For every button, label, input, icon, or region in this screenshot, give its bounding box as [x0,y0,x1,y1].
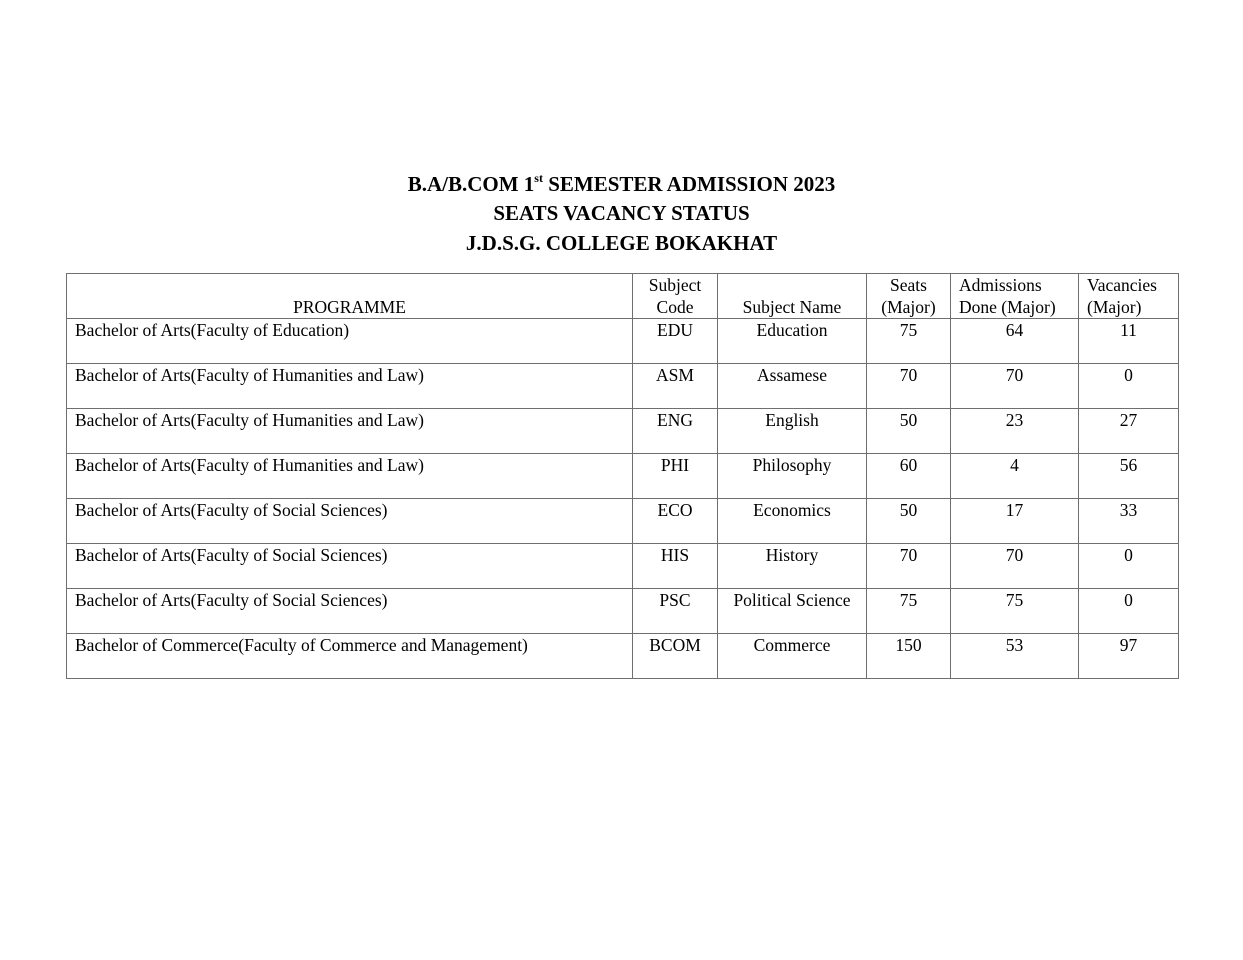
header-admissions-line2: Done (Major) [959,297,1056,317]
vacancies-cell: 11 [1079,319,1179,364]
programme-cell: Bachelor of Arts(Faculty of Humanities and Law) [67,364,633,409]
subject-code-cell: ASM [633,364,718,409]
vacancies-cell: 27 [1079,409,1179,454]
subject-code-cell: BCOM [633,634,718,679]
header-admissions-line1: Admissions [959,275,1042,295]
seat-vacancy-table [66,273,1179,679]
college-name: J.D.S.G. COLLEGE BOKAKHAT [465,231,778,255]
subject-code-cell: PHI [633,454,718,499]
subject-name-cell: History [718,544,867,589]
header-seats-line1: Seats [890,275,927,295]
table-row [67,499,1179,544]
document-title [0,172,1243,196]
header-subject-code [633,274,718,319]
table-row [67,544,1179,589]
vacancies-cell: 56 [1079,454,1179,499]
table-row [67,634,1179,679]
subject-name-cell: English [718,409,867,454]
title-text-start: B.A/B.COM 1 [407,172,535,196]
programme-cell: Bachelor of Arts(Faculty of Education) [67,319,633,364]
programme-cell: Bachelor of Arts(Faculty of Humanities and Law) [67,409,633,454]
admissions-cell: 70 [951,364,1079,409]
vacancies-cell: 0 [1079,589,1179,634]
header-seats-line2: (Major) [881,297,936,317]
header-admissions [951,274,1079,319]
subject-name-cell: Assamese [718,364,867,409]
subject-name-cell: Philosophy [718,454,867,499]
title-text-end: SEMESTER ADMISSION 2023 [542,172,836,196]
admissions-cell: 4 [951,454,1079,499]
admissions-cell: 64 [951,319,1079,364]
subject-name-cell: Political Science [718,589,867,634]
header-vacancies-line2: (Major) [1087,297,1142,317]
programme-cell: Bachelor of Arts(Faculty of Social Sciences) [67,499,633,544]
admissions-cell: 53 [951,634,1079,679]
programme-cell: Bachelor of Commerce(Faculty of Commerce and Management) [67,634,633,679]
subject-code-cell: HIS [633,544,718,589]
seats-cell: 50 [867,499,951,544]
seats-cell: 75 [867,589,951,634]
admissions-cell: 23 [951,409,1079,454]
admissions-cell: 17 [951,499,1079,544]
subject-name-cell: Commerce [718,634,867,679]
vacancies-cell: 33 [1079,499,1179,544]
table-row [67,319,1179,364]
header-subject-code-line2: Code [656,297,694,317]
admissions-cell: 75 [951,589,1079,634]
subject-code-cell: PSC [633,589,718,634]
header-vacancies [1079,274,1179,319]
subject-name-cell: Education [718,319,867,364]
subject-name-cell: Economics [718,499,867,544]
header-vacancies-line1: Vacancies [1087,275,1157,295]
subject-code-cell: ENG [633,409,718,454]
header-programme: PROGRAMME [67,274,633,319]
admissions-cell: 70 [951,544,1079,589]
seats-cell: 60 [867,454,951,499]
header-subject-code-line1: Subject [648,275,702,295]
table-row [67,454,1179,499]
header-subject-name: Subject Name [718,274,867,319]
seats-cell: 75 [867,319,951,364]
subject-code-cell: EDU [633,319,718,364]
seats-cell: 50 [867,409,951,454]
vacancies-cell: 0 [1079,544,1179,589]
document-subtitle: SEATS VACANCY STATUS [493,201,750,225]
title-ordinal-suffix: st [534,171,543,185]
seats-cell: 70 [867,544,951,589]
seats-cell: 70 [867,364,951,409]
programme-cell: Bachelor of Arts(Faculty of Social Sciences) [67,544,633,589]
vacancies-cell: 97 [1079,634,1179,679]
header-seats [867,274,951,319]
seats-cell: 150 [867,634,951,679]
vacancies-cell: 0 [1079,364,1179,409]
programme-cell: Bachelor of Arts(Faculty of Social Sciences) [67,589,633,634]
programme-cell: Bachelor of Arts(Faculty of Humanities and Law) [67,454,633,499]
subject-code-cell: ECO [633,499,718,544]
table-header-row [67,274,1179,319]
table-row [67,409,1179,454]
table-row [67,589,1179,634]
table-row [67,364,1179,409]
